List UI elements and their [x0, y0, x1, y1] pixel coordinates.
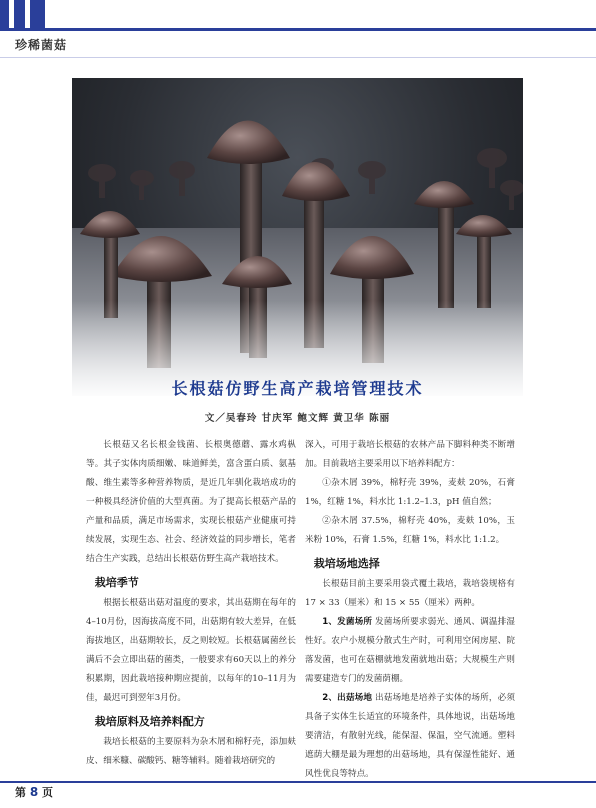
fruiting-site-paragraph — [305, 689, 515, 784]
materials-paragraph: 栽培长根菇的主要原料为杂木屑和棉籽壳，添加麸皮、细米糠、碳酸钙、糖等辅料。随着栽培研究的 — [86, 737, 296, 766]
spawn-run-paragraph — [305, 613, 515, 689]
article-byline: 文／吴春玲 甘庆军 鲍文辉 黄卫华 陈丽 — [204, 413, 391, 424]
section-label: 珍稀菌菇 — [15, 38, 68, 52]
header-bar — [14, 0, 25, 28]
article-title: 长根菇仿野生高产栽培管理技术 — [171, 379, 424, 398]
header-underline — [0, 57, 596, 58]
heading-materials: 栽培原料及培养料配方 — [94, 715, 205, 728]
footer-rule — [0, 781, 596, 783]
season-paragraph: 根据长根菇出菇对温度的要求，其出菇期在每年的4–10月份，因海拔高度不同，出菇期有较大差异，在低海拔地区，出菇期较长，反之则较短。长根菇属菌丝长满后不会立即出菇的菌类，一般要求有60天以上的养分积累期，因此栽培接种期应提前，以每年的10–11月为佳，最迟可到翌年3月份。 — [86, 598, 296, 703]
page-number — [15, 784, 53, 800]
spawn-run-label: 1、发菌场所 — [322, 617, 373, 627]
fruiting-site-label: 2、出菇场地 — [322, 693, 373, 703]
left-column — [86, 436, 296, 771]
header-bar — [30, 0, 45, 28]
page-number-value: 8 — [29, 785, 39, 799]
spawn-run-text: 发菌场所要求弱光、通风、调温排湿性好。农户小规模分散式生产时，可利用空闲房屋、院落发菌，也可在菇棚就地发菌就地出菇；大规模生产则需要建造专门的发菌荫棚。 — [305, 617, 515, 684]
fruiting-site-text: 出菇场地是培养子实体的场所，必须具备子实体生长适宜的环境条件，具体地说，出菇场地要清洁，有散射光线，能保湿、保温，空气流通。塑料遮荫大棚是最为理想的出菇场地，具有保湿性能好、通风性优良等特点。 — [305, 693, 515, 779]
site-paragraph: 长根菇目前主要采用袋式覆土栽培，栽培袋规格有 17 × 33（厘米）和 15 × 55（厘米）两种。 — [305, 579, 515, 608]
heading-site-selection: 栽培场地选择 — [313, 557, 380, 570]
page-prefix: 第 — [15, 786, 26, 799]
intro-paragraph: 长根菇又名长根金钱菌、长根奥德蘑、露水鸡枞等。其子实体肉质细嫩、味道鲜美，富含蛋白质、氨基酸、维生素等多种营养物质，是近几年驯化栽培成功的一种极具经济价值的大型真菌。为了提高长根菇产品的产量和品质，满足市场需求，实现长根菇产业健康可持续发展，实现生态、社会、经济效益的同步增长，笔者结合生产实践，总结出长根菇仿野生高产栽培技术。 — [86, 440, 296, 564]
hero-photo-mushrooms — [72, 78, 523, 396]
header-rule — [0, 28, 596, 31]
header-bar — [0, 0, 9, 28]
materials-continued: 深入，可用于栽培长根菇的农林产品下脚料种类不断增加。目前栽培主要采用以下培养料配方： — [305, 440, 515, 469]
heading-cultivation-season: 栽培季节 — [94, 576, 139, 589]
formula-2: ②杂木屑 37.5%，棉籽壳 40%，麦麸 10%，玉米粉 10%，石膏 1.5%，红糖 1%，料水比 1:1.2。 — [305, 516, 515, 545]
formula-1: ①杂木屑 39%，棉籽壳 39%，麦麸 20%，石膏 1%，红糖 1%，料水比 1:1.2–1.3，pH 值自然； — [305, 478, 515, 507]
right-column — [305, 436, 515, 784]
page-suffix: 页 — [42, 786, 54, 799]
